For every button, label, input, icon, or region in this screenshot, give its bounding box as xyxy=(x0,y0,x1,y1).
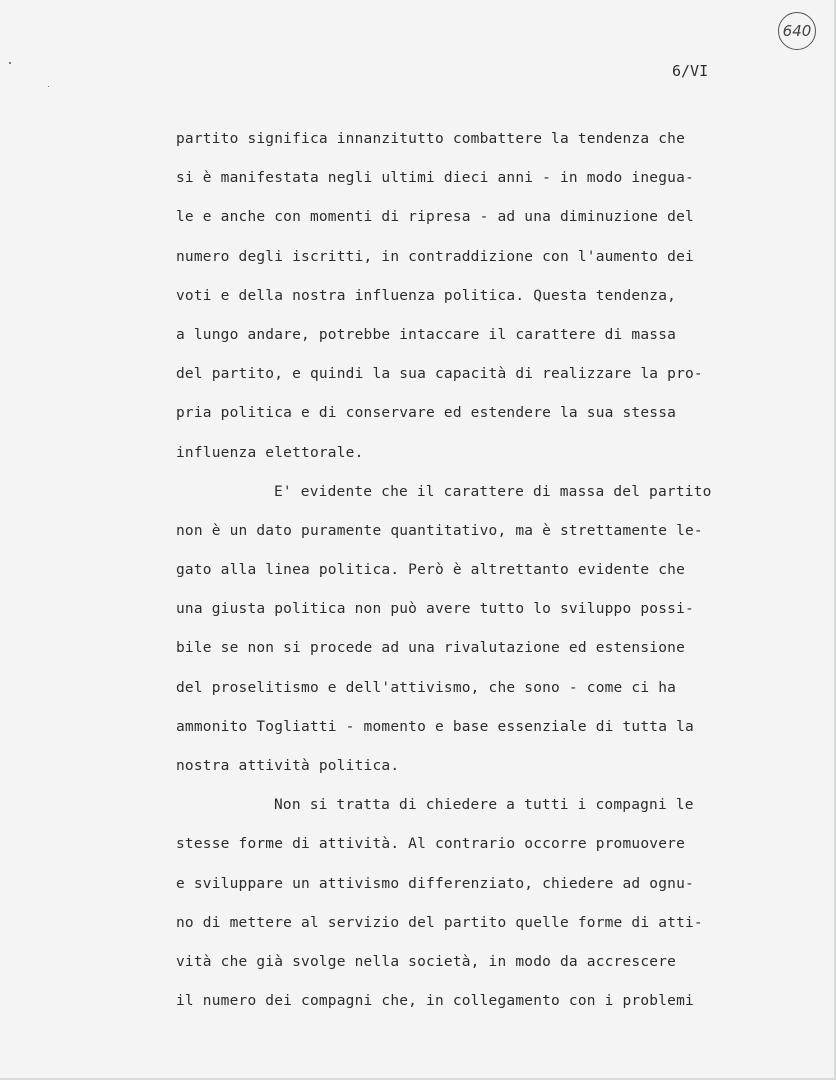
text-line: non è un dato puramente quantitativo, ma è strettamente le- xyxy=(176,522,703,539)
text-line: no di mettere al servizio del partito quelle forme di atti- xyxy=(176,914,703,931)
text-line: bile se non si procede ad una rivalutazione ed estensione xyxy=(176,640,685,657)
text-line: e sviluppare un attivismo differenziato, chiedere ad ognu- xyxy=(176,875,694,892)
text-line: il numero dei compagni che, in collegamento con i problemi xyxy=(176,993,694,1010)
text-line: una giusta politica non può avere tutto lo sviluppo possi- xyxy=(176,601,694,618)
text-line: influenza elettorale. xyxy=(176,444,364,461)
text-line: nostra attività politica. xyxy=(176,758,400,774)
text-line: a lungo andare, potrebbe intaccare il carattere di massa xyxy=(176,326,677,343)
text-line: ammonito Togliatti - momento e base essenziale di tutta la xyxy=(176,718,694,735)
paper-speck xyxy=(9,62,11,64)
text-line: gato alla linea politica. Però è altrettanto evidente che xyxy=(176,562,685,579)
text-line: stesse forme di attività. Al contrario occorre promuovere xyxy=(176,836,685,853)
text-line: si è manifestata negli ultimi dieci anni - in modo inegua- xyxy=(176,170,694,187)
typewritten-body xyxy=(176,120,776,1021)
text-line: vità che già svolge nella società, in modo da accrescere xyxy=(176,953,677,970)
paragraph-start-line: E' evidente che il carattere di massa del partito xyxy=(274,483,712,500)
archive-number-stamp: 640 xyxy=(778,12,816,50)
paper-speck xyxy=(48,86,49,87)
text-line: del proselitismo e dell'attivismo, che sono - come ci ha xyxy=(176,679,677,696)
text-line: voti e della nostra influenza politica. Questa tendenza, xyxy=(176,287,677,304)
text-line: numero degli iscritti, in contraddizione con l'aumento dei xyxy=(176,248,694,265)
paragraph-start-line: Non si tratta di chiedere a tutti i compagni le xyxy=(274,797,694,814)
page-number: 6/VI xyxy=(672,62,709,80)
text-line: del partito, e quindi la sua capacità di realizzare la pro- xyxy=(176,366,703,383)
text-line: pria politica e di conservare ed estendere la sua stessa xyxy=(176,405,677,422)
text-line: le e anche con momenti di ripresa - ad una diminuzione del xyxy=(176,209,694,226)
text-line: partito significa innanzitutto combattere la tendenza che xyxy=(176,131,685,147)
